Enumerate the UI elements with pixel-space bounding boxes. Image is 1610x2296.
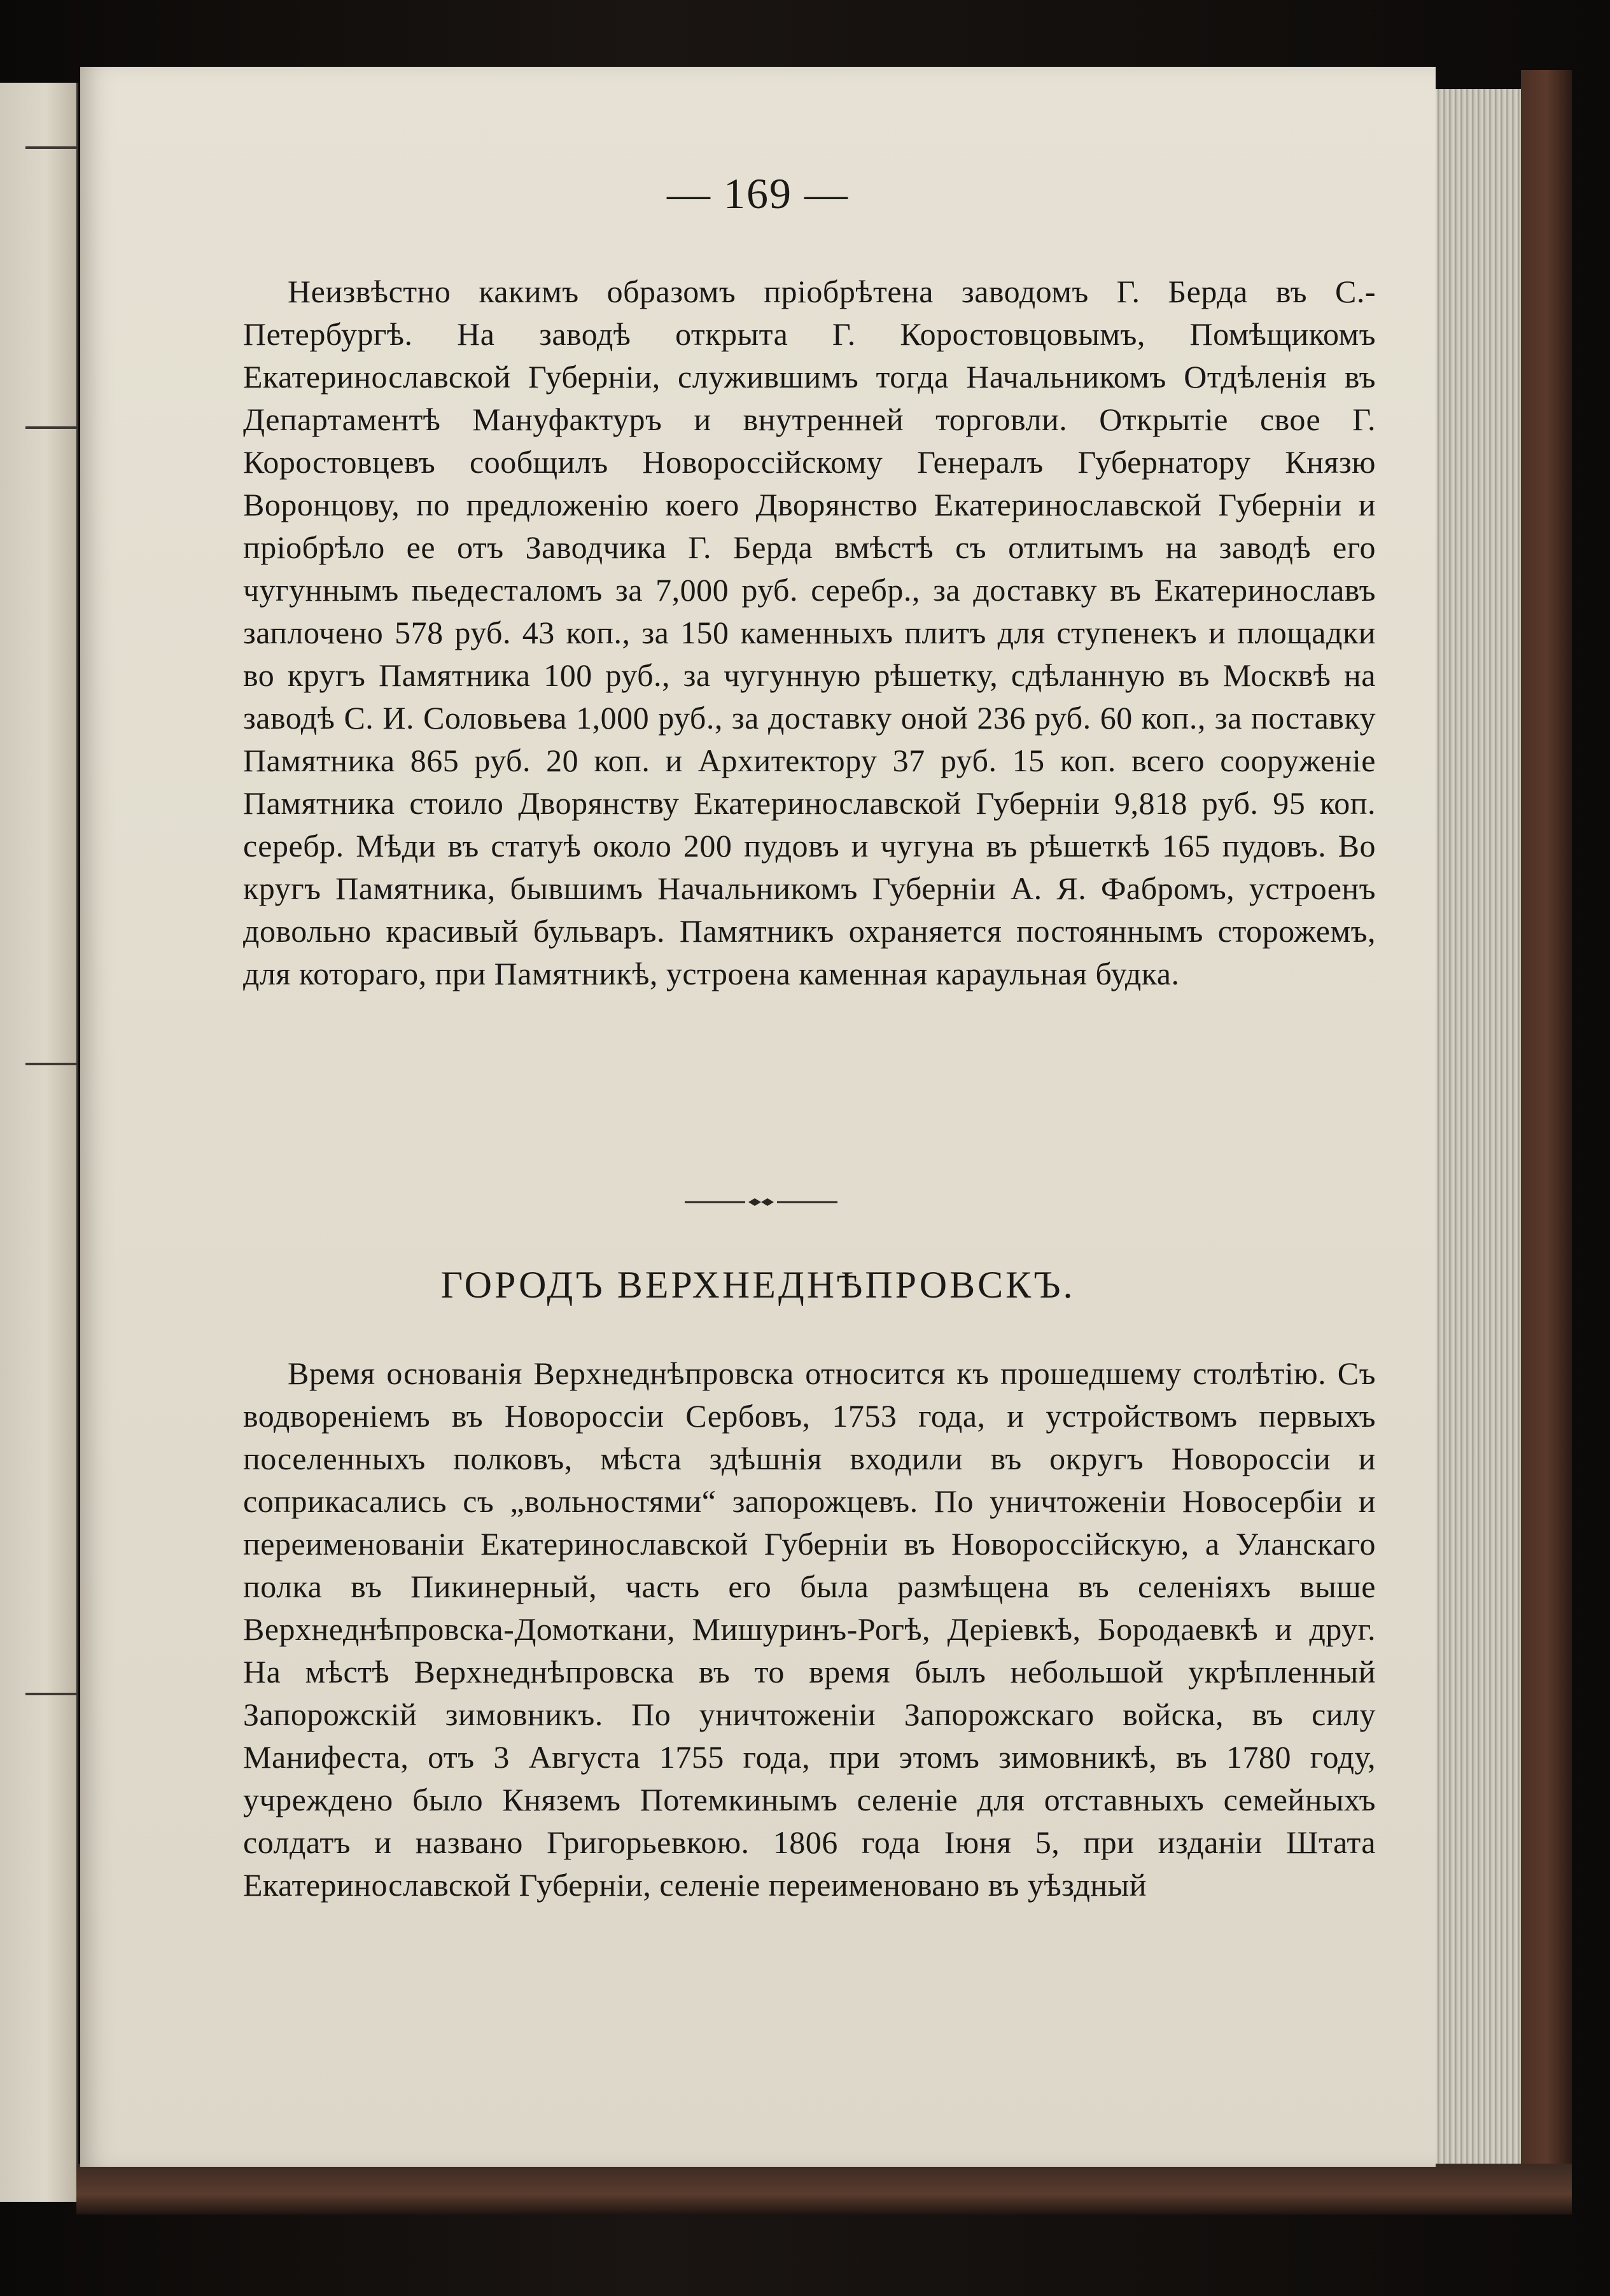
book-page [80, 67, 1436, 2167]
paragraph: Неизвѣстно какимъ образомъ пріобрѣтена заводомъ Г. Берда въ С.-Петербургѣ. На заводѣ открыта Г. Коростовцовымъ, Помѣщикомъ Екатеринославской Губерніи, служившимъ тогда Начальникомъ Отдѣленія въ Департаментѣ Мануфактуръ и внутренней торговли. Открытіе свое Г. Коростовцевъ сообщилъ Новороссійскому Генералъ Губернатору Князю Воронцову, по предложенію коего Дворянство Екатеринославской Губерніи и пріобрѣло ее отъ Заводчика Г. Берда вмѣстѣ съ отлитымъ на заводѣ его чугуннымъ пьедесталомъ за 7,000 руб. серебр., за доставку въ Екатеринославъ заплочено 578 руб. 43 коп., за 150 каменныхъ плитъ для ступенекъ и площадки во кругъ Памятника 100 руб., за чугунную рѣшетку, сдѣланную въ Москвѣ на заводѣ С. И. Соловьева 1,000 руб., за доставку оной 236 руб. 60 коп., за поставку Памятника 865 руб. 20 коп. и Архитектору 37 руб. 15 коп. всего сооруженіе Памятника стоило Дворянству Екатеринославской Губерніи 9,818 руб. 95 коп. серебр. Мѣди въ статуѣ около 200 пудовъ и чугуна въ рѣшеткѣ 165 пудовъ. Во кругъ Памятника, бывшимъ Начальникомъ Губерніи А. Я. Фабромъ, устроенъ довольно красивый бульваръ. Памятникъ охраняется постояннымъ сторожемъ, для котораго, при Памятникѣ, устроена каменная караульная будка. [243, 274, 1376, 991]
paragraph: Время основанія Верхнеднѣпровска относится къ прошедшему столѣтію. Съ водвореніемъ въ Новороссіи Сербовъ, 1753 года, и устройствомъ первыхъ поселенныхъ полковъ, мѣста здѣшнія входили въ округъ Новороссіи и соприкасались съ „вольностями“ запорожцевъ. По уничтоженіи Новосербіи и переименованіи Екатеринославской Губерніи въ Новороссійскую, а Уланскаго полка въ Пикинерный, часть его была размѣщена въ селеніяхъ выше Верхнеднѣпровска-Домоткани, Мишуринъ-Рогѣ, Деріевкѣ, Бородаевкѣ и друг. На мѣстѣ Верхнеднѣпровска въ то время былъ небольшой укрѣпленный Запорожскій зимовникъ. По уничтоженіи Запорожскаго войска, въ силу Манифеста, отъ 3 Августа 1755 года, при этомъ зимовникѣ, въ 1780 году, учреждено было Княземъ Потемкинымъ селеніе для отставныхъ семейныхъ солдатъ и названо Григорьевкою. 1806 года Іюня 5, при изданіи Штата Екатеринославской Губерніи, селеніе переименовано въ уѣздный [243, 1355, 1376, 1903]
section-heading: ГОРОДЪ ВЕРХНЕДНѢПРОВСКЪ. [440, 1264, 1075, 1306]
book-binding-right [1521, 70, 1572, 2189]
page-mark [25, 1063, 76, 1065]
left-page-edge [0, 83, 78, 2202]
page-mark [25, 1693, 76, 1695]
page-number: — 169 — [667, 169, 849, 218]
section-divider-ornament [685, 1196, 837, 1208]
page-mark [25, 426, 76, 429]
page-mark [25, 146, 76, 149]
book-binding-bottom [76, 2164, 1572, 2215]
